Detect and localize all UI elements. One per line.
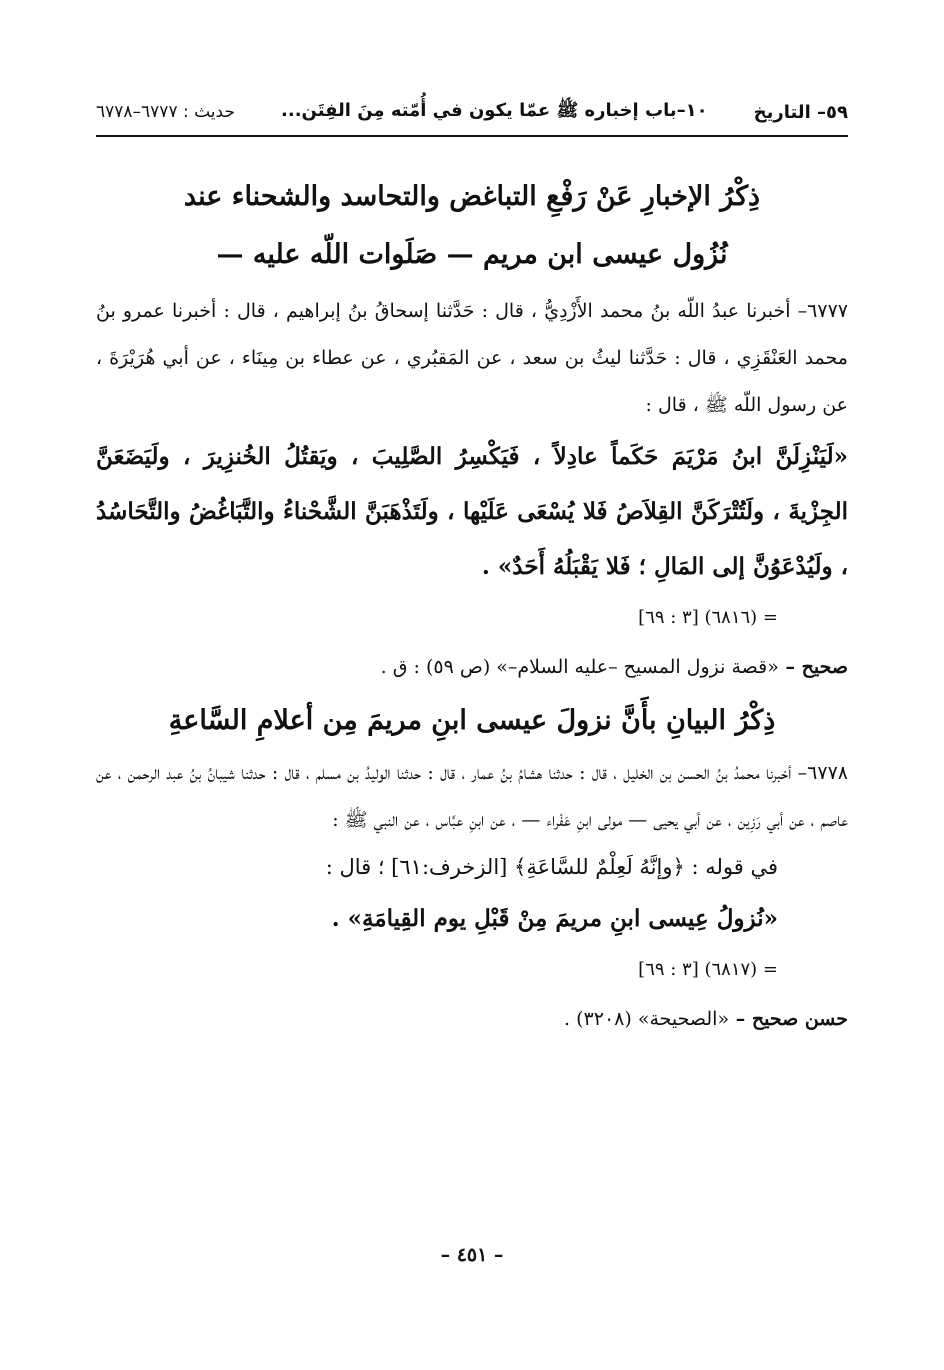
grade-source: «قصة نزول المسيح –عليه السلام–» (ص ٥٩) : ق . [380, 656, 779, 678]
hadith-6777-matn: «لَيَنْزِلَنَّ ابنُ مَرْيَمَ حَكَماً عادِلاً ، فَيَكْسِرُ الصَّلِيبَ ، ويَقتُلُ الخُنزِيرَ ، ولَيَضَعَنَّ الجِزْيةَ ، ولَتُتْرَكَنَّ القِلاَصُ فَلا يُسْعَى عَلَيْها ، ولَتَذْهَبَنَّ الشَّحْناءُ والتَّبَاغُضُ والتَّحَاسُدُ ، ولَيُدْعَوُنَّ إلى المَالِ ؛ فَلا يَقْبَلُهُ أَحَدٌ» . [96, 443, 848, 580]
running-header [96, 92, 848, 132]
page-number: – ٤٥١ – [440, 1244, 504, 1266]
grade-label: حسن صحيح – [735, 1008, 848, 1030]
hadith-6778-verse: في قوله : ﴿وإنَّهُ لَعِلْمٌ للسَّاعَةِ﴾ [الزخرف:٦١] ؛ قال : [325, 855, 778, 879]
hadith-6778-grade [96, 994, 848, 1044]
hadith-6777-reference: = (٦٨١٦) [٣ : ٦٩] [638, 607, 778, 628]
hadith-6777-isnad: ٦٧٧٧– أخبرنا عبدُ اللّه بنُ محمد الأَزْدِيُّ ، قال : حَدَّثنا إسحاقُ بنُ إبراهيم ، قال : أخبرنا عمرو بنُ محمد العَنْقَزِي ، قال : حَدَّثنا ليثُ بن سعد ، عن المَقبُري ، عن عطاء بن مِينَاء ، عن أبي هُرَيْرَةَ ، عن رسول اللّه ﷺ ، قال : [96, 300, 848, 416]
hadith-6778-matn: «نُزولُ عِيسى ابنِ مريمَ مِنْ قَبْلِ يوم القِيامَةِ» . [331, 905, 778, 932]
section1-title-line2: نُزُول عيسى ابن مريم — صَلَوات اللّه عليه — [216, 239, 728, 270]
hadith-6778-reference: = (٦٨١٧) [٣ : ٦٩] [638, 959, 778, 980]
header-hadith-range: حديث : ٦٧٧٧–٦٧٧٨ [96, 102, 235, 122]
grade-label: صحيح – [785, 656, 848, 678]
section2-title: ذِكْرُ البيانِ بأَنَّ نزولَ عيسى ابنِ مريمَ مِن أعلامِ السَّاعةِ [168, 705, 776, 736]
hadith-6778-isnad: ٦٧٧٨– أخبرنا محمدُ بنُ الحسن بن الخليل ، قال : حدثنا هشامُ بنُ عمار ، قال : حدثنا الوليدُ بن مسلم ، قال : حدثنا شيبانُ بنُ عبد الرحمن ، عن عاصم ، عن أبي رَزِين ، عن أبي يحيى — مولى ابنِ عَفْراء — ، عن ابنِ عبَّاس ، عن النبي ﷺ : [96, 762, 848, 831]
page-body [96, 168, 848, 1044]
section1-title-line1: ذِكْرُ الإخبارِ عَنْ رَفْعِ التباغض والتحاسد والشحناء عند [183, 181, 761, 212]
header-book-title: ٥٩– التاريخ [753, 101, 848, 123]
grade-source: «الصحيحة» (٣٢٠٨) . [564, 1008, 730, 1030]
header-chapter-title: ١٠–باب إخباره ﷺ عمّا يكون في أُمّته مِنَ الفِتَن... [281, 100, 708, 121]
header-divider [96, 135, 848, 137]
hadith-6777-grade [96, 642, 848, 692]
